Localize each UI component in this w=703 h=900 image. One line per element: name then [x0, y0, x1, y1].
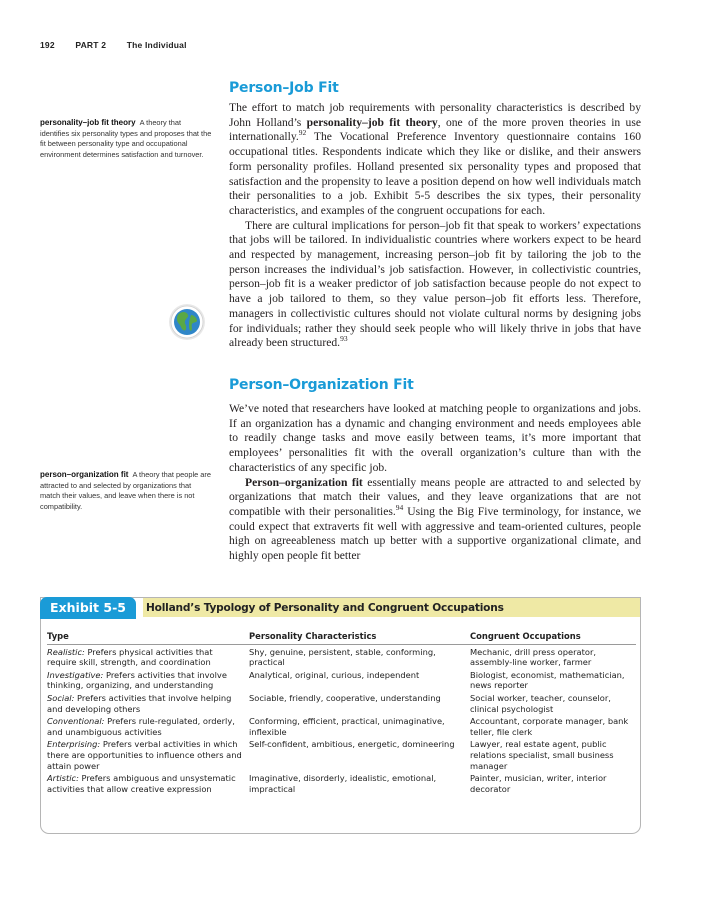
paragraph: The effort to match job requirements with personality characteristics is described by John Holland’s personality–job fit theory, one of the more proven theories in use internationally.$^{92}$ The Vocational Preference Inventory questionnaire contains 160 occupational titles. Respondents indicate which they like or dislike, and their answers form personality profiles. Holland presented six personality types and proposed that satisfaction and the propensity to leave a position depend on how well individuals match their personalities to a job. Exhibit 5-5 describes the six types, their personality characteristics, and examples of the congruent occupations for each.: [229, 101, 641, 217]
occupations-cell: Painter, musician, writer, interior decorator: [470, 773, 607, 794]
characteristics-cell: Imaginative, disorderly, idealistic, emotional, impractical: [249, 773, 437, 794]
endnote-ref[interactable]: 92: [298, 128, 307, 138]
margin-definition-person-organization-fit: [40, 470, 212, 512]
paragraph: Person–organization fit essentially means people are attracted to and selected by organizations that match their values, and they leave organizations that are not compatible with their personalities.$^{94}$ Using the Big Five terminology, for instance, we could expect that extraverts fit well with aggressive and team-oriented cultures, people high on agreeableness match up better with a supportive organizational climate, and highly open people fit better: [229, 475, 642, 563]
margin-term: person–organization fit: [40, 470, 129, 479]
person-organization-fit-body: [229, 402, 641, 564]
type-cell: Conventional: Prefers rule-regulated, orderly, and unambiguous activities: [47, 716, 235, 737]
margin-definition-text: A theory that identifies six personality types and proposes that the fit between personality type and occupational environment determines satisfaction and turnover.: [40, 118, 212, 159]
table-row: [47, 714, 636, 737]
endnote-ref[interactable]: 94: [395, 503, 404, 513]
table-row: [47, 691, 636, 714]
margin-definition-personality-job-fit: [40, 118, 212, 160]
margin-definition-text: A theory that people are attracted to and selected by organizations that match their values, and leave when there is not compatibility.: [40, 470, 211, 511]
characteristics-cell: Sociable, friendly, cooperative, understanding: [249, 692, 441, 703]
exhibit-label: Exhibit 5-5: [40, 597, 136, 619]
occupations-cell: Accountant, corporate manager, bank teller, file clerk: [470, 716, 629, 737]
part-label: PART 2: [75, 40, 107, 50]
exhibit-5-5: [40, 597, 641, 834]
page-number: 192: [40, 40, 55, 50]
paragraph: There are cultural implications for person–job fit that speak to workers’ expectations that jobs will be tailored. In individualistic countries where workers expect to be heard and respected by management, increasing person–job fit by tailoring the job to the person increases the individual’s job satisfaction. However, in collectivistic countries, person–job fit is a weaker predictor of job satisfaction because people do not expect to have a job tailored to them, so they value person–job fit efforts less. Therefore, managers in collectivistic cultures should not violate cultural norms by designing jobs for individuals; rather they should seek people who will likely thrive in jobs that have already been structured.$^{93}$: [229, 218, 641, 350]
table-row: [47, 737, 636, 771]
typology-table: [47, 631, 636, 794]
key-term: Person–organization fit: [245, 475, 363, 489]
occupations-cell: Social worker, teacher, counselor, clinical psychologist: [470, 692, 611, 714]
characteristics-cell: Shy, genuine, persistent, stable, conforming, practical: [249, 646, 436, 668]
type-cell: Realistic: Prefers physical activities that require skill, strength, and coordination: [47, 646, 213, 668]
margin-term: personality–job fit theory: [40, 118, 136, 127]
type-cell: Artistic: Prefers ambiguous and unsystematic activities that allow creative expression: [47, 773, 236, 794]
table-row: [47, 771, 636, 794]
occupations-cell: Biologist, economist, mathematician, news reporter: [470, 669, 625, 691]
part-title: The Individual: [126, 40, 187, 50]
section-heading-person-job-fit: Person–Job Fit: [229, 80, 339, 96]
characteristics-cell: Analytical, original, curious, independent: [249, 669, 420, 680]
table-row: [47, 668, 636, 691]
column-header-type: Type: [47, 631, 249, 644]
characteristics-cell: Conforming, efficient, practical, unimaginative, inflexible: [249, 716, 445, 737]
endnote-ref[interactable]: 93: [340, 334, 348, 344]
type-cell: Investigative: Prefers activities that involve thinking, organizing, and understanding: [47, 669, 227, 691]
paragraph: We’ve noted that researchers have looked at matching people to organizations and jobs. If an organization has a dynamic and changing environment and needs employees able to readily change tasks and move easily between teams, it’s more important that employees’ personalities fit with the overall organization’s culture than with the characteristics of any specific job.: [229, 402, 641, 474]
section-heading-person-organization-fit: Person–Organization Fit: [229, 377, 414, 393]
person-job-fit-body: [229, 101, 641, 351]
type-cell: Social: Prefers activities that involve helping and developing others: [47, 692, 232, 714]
globe-icon: [168, 303, 206, 341]
column-header-characteristics: Personality Characteristics: [249, 631, 470, 644]
column-header-occupations: Congruent Occupations: [470, 631, 636, 644]
key-term: personality–job fit theory: [306, 115, 438, 129]
running-header: [40, 40, 205, 50]
occupations-cell: Mechanic, drill press operator, assembly-line worker, farmer: [470, 646, 597, 668]
characteristics-cell: Self-confident, ambitious, energetic, domineering: [249, 739, 455, 750]
occupations-cell: Lawyer, real estate agent, public relations specialist, small business manager: [470, 739, 614, 771]
exhibit-title: Holland’s Typology of Personality and Congruent Occupations: [146, 602, 504, 614]
table-header-row: [47, 631, 636, 644]
table-row: [47, 644, 636, 668]
type-cell: Enterprising: Prefers verbal activities in which there are opportunities to influence others and attain power: [47, 739, 242, 771]
